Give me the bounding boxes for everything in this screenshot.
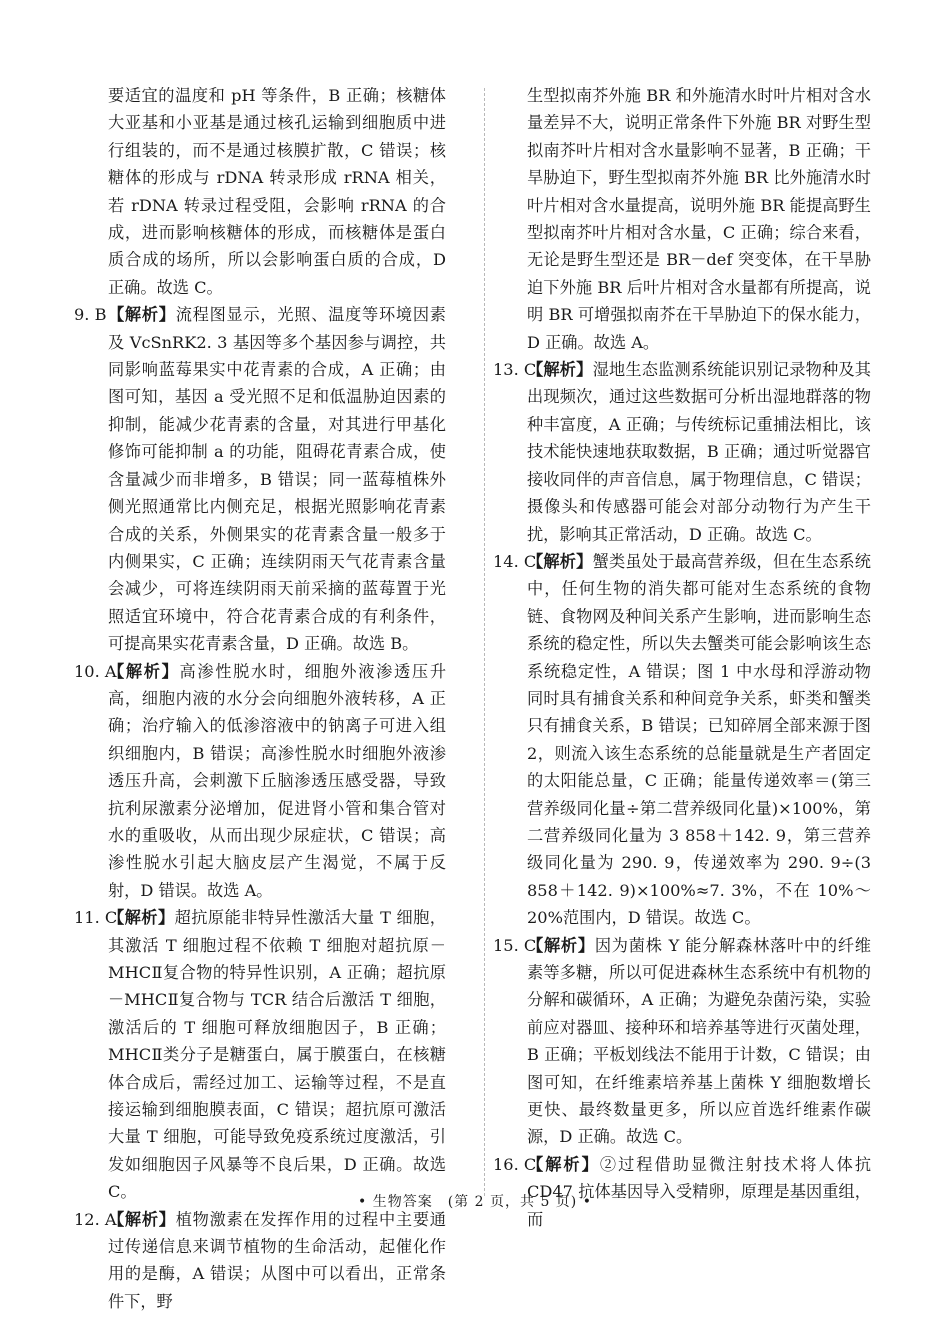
- analysis-tag: 【解析】: [108, 305, 176, 325]
- analysis-tag: 【解析】: [527, 360, 593, 380]
- analysis-tag: 【解析】: [527, 551, 593, 571]
- column-divider: [484, 88, 485, 1196]
- right-continuation-paragraph: 生型拟南芥外施 BR 和外施清水时叶片相对含水量差异不大，说明正常条件下外施 BR 对野生型拟南芥叶片相对含水量影响不显著，B 正确；干旱胁迫下，野生型拟南芥外施 BR 比外施清水时叶片相对含水量提高，说明外施 BR 能提高野生型拟南芥叶片相对含水量，C 正确；综合来看，无论是野生型还是 BR－def 突变体，在干旱胁迫下外施 BR 后叶片相对含水量都有所提高，说明 BR 可增强拟南芥在干旱胁迫下的保水能力，D 正确。故选 A。: [527, 86, 871, 352]
- analysis-tag: 【解析】: [108, 908, 175, 928]
- answer-text: 因为菌株 Y 能分解森林落叶中的纤维素等多糖，所以可促进森林生态系统中有机物的分解和碳循环，A 正确；为避免杂菌污染，实验前应对器皿、接种环和培养基等进行灭菌处理，B 正确；平板划线法不能用于计数，C 错误；由图可知，在纤维素培养基上菌株 Y 细胞数增长更快、最终数量更多，所以应首选纤维素作碳源，D 正确。故选 C。: [527, 935, 871, 1147]
- answer-item-14: [493, 548, 871, 932]
- answer-item-11: [74, 904, 446, 1205]
- answer-text: 蟹类虽处于最高营养级，但在生态系统中，任何生物的消失都可能对生态系统的食物链、食物网及种间关系产生影响，进而影响生态系统的稳定性，所以失去蟹类可能会影响该生态系统稳定性，A 错误；图 1 中水母和浮游动物同时具有捕食关系和种间竞争关系，虾类和蟹类只有捕食关系，B 错误；已知碎屑全部来源于图 2，则流入该生态系统的总能量就是生产者固定的太阳能总量，C 正确；能量传递效率＝(第三营养级同化量÷第二营养级同化量)×100%，第二营养级同化量为 3 858＋142. 9，第三营养级同化量为 290. 9，传递效率为 290. 9÷(3 858＋142. 9)×100%≈7. 3%，不在 10%～20%范围内，D 错误。故选 C。: [527, 551, 871, 928]
- answer-number: 14. C: [493, 551, 537, 571]
- analysis-tag: 【解析】: [108, 1209, 176, 1229]
- right-column: [493, 82, 871, 1233]
- left-continuation-paragraph: 要适宜的温度和 pH 等条件，B 正确；核糖体大亚基和小亚基是通过核孔运输到细胞质中进行组装的，而不是通过核膜扩散，C 错误；核糖体的形成与 rDNA 转录形成 rRNA 相关，若 rDNA 转录过程受阻，会影响 rRNA 的合成，进而影响核糖体的形成，而核糖体是蛋白质合成的场所，所以会影响蛋白质的合成，D 正确。故选 C。: [108, 86, 446, 297]
- answer-text: 高渗性脱水时，细胞外液渗透压升高，细胞内液的水分会向细胞外液转移，A 正确；治疗输入的低渗溶液中的钠离子可进入组织细胞内，B 错误；高渗性脱水时细胞外液渗透压升高，会刺激下丘脑渗透压感受器，导致抗利尿激素分泌增加，促进肾小管和集合管对水的重吸收，从而出现少尿症状，C 错误；高渗性脱水引起大脑皮层产生渴觉，不属于反射，D 错误。故选 A。: [108, 661, 447, 900]
- analysis-tag: 【解析】: [527, 935, 595, 955]
- answer-number: 11. C: [74, 908, 118, 928]
- answer-number: 10. A: [74, 661, 117, 681]
- page-footer: • 生物答案 (第 2 页，共 5 页) •: [358, 1194, 592, 1210]
- answer-item-13: [493, 356, 871, 548]
- analysis-tag: 【解析】: [108, 661, 180, 681]
- answer-text: ②过程借助显微注射技术将人体抗 CD47 抗体基因导入受精卵，原理是基因重组，而: [527, 1154, 872, 1229]
- answer-item-12: [74, 1206, 446, 1316]
- analysis-tag: 【解析】: [527, 1154, 600, 1174]
- answer-text: 植物激素在发挥作用的过程中主要通过传递信息来调节植物的生命活动，起催化作用的是酶，A 错误；从图中可以看出，正常条件下，野: [108, 1209, 446, 1311]
- answer-text: 湿地生态监测系统能识别记录物种及其出现频次，通过这些数据可分析出湿地群落的物种丰富度，A 正确；与传统标记重捕法相比，该技术能快速地获取数据，B 正确；通过听觉器官接收同伴的声音信息，属于物理信息，C 错误；摄像头和传感器可能会对部分动物行为产生干扰，影响其正常活动，D 正确。故选 C。: [527, 360, 871, 544]
- answer-item-9: [74, 301, 446, 657]
- answer-number: 13. C: [493, 360, 537, 380]
- answer-number: 15. C: [493, 935, 537, 955]
- answer-number: 16. C: [493, 1154, 537, 1174]
- answer-text: 超抗原能非特异性激活大量 T 细胞，其激活 T 细胞过程不依赖 T 细胞对超抗原－MHCⅡ复合物的特异性识别，A 正确；超抗原－MHCⅡ复合物与 TCR 结合后激活 T 细胞，激活后的 T 细胞可释放细胞因子，B 正确；MHCⅡ类分子是糖蛋白，属于膜蛋白，在核糖体合成后，需经过加工、运输等过程，不是直接运输到细胞膜表面，C 错误；超抗原可激活大量 T 细胞，可能导致免疫系统过度激活，引发如细胞因子风暴等不良后果，D 正确。故选 C。: [108, 908, 446, 1202]
- answer-text: 流程图显示，光照、温度等环境因素及 VcSnRK2. 3 基因等多个基因参与调控，共同影响蓝莓果实中花青素的合成，A 正确；由图可知，基因 a 受光照不足和低温胁迫因素的抑制，能减少花青素的含量，对其进行甲基化修饰可能抑制 a 的功能，阻碍花青素合成，使含量减少而非增多，B 错误；同一蓝莓植株外侧光照通常比内侧充足，根据光照影响花青素合成的关系，外侧果实的花青素含量一般多于内侧果实，C 正确；连续阴雨天气花青素含量会减少，可将连续阴雨天前采摘的蓝莓置于光照适宜环境中，符合花青素合成的有利条件，可提高果实花青素含量，D 正确。故选 B。: [108, 305, 446, 654]
- answer-item-15: [493, 932, 871, 1151]
- answer-number: 12. A: [74, 1209, 117, 1229]
- answer-number: 9. B: [74, 305, 107, 325]
- left-column: [74, 82, 446, 1315]
- answer-item-10: [74, 658, 446, 905]
